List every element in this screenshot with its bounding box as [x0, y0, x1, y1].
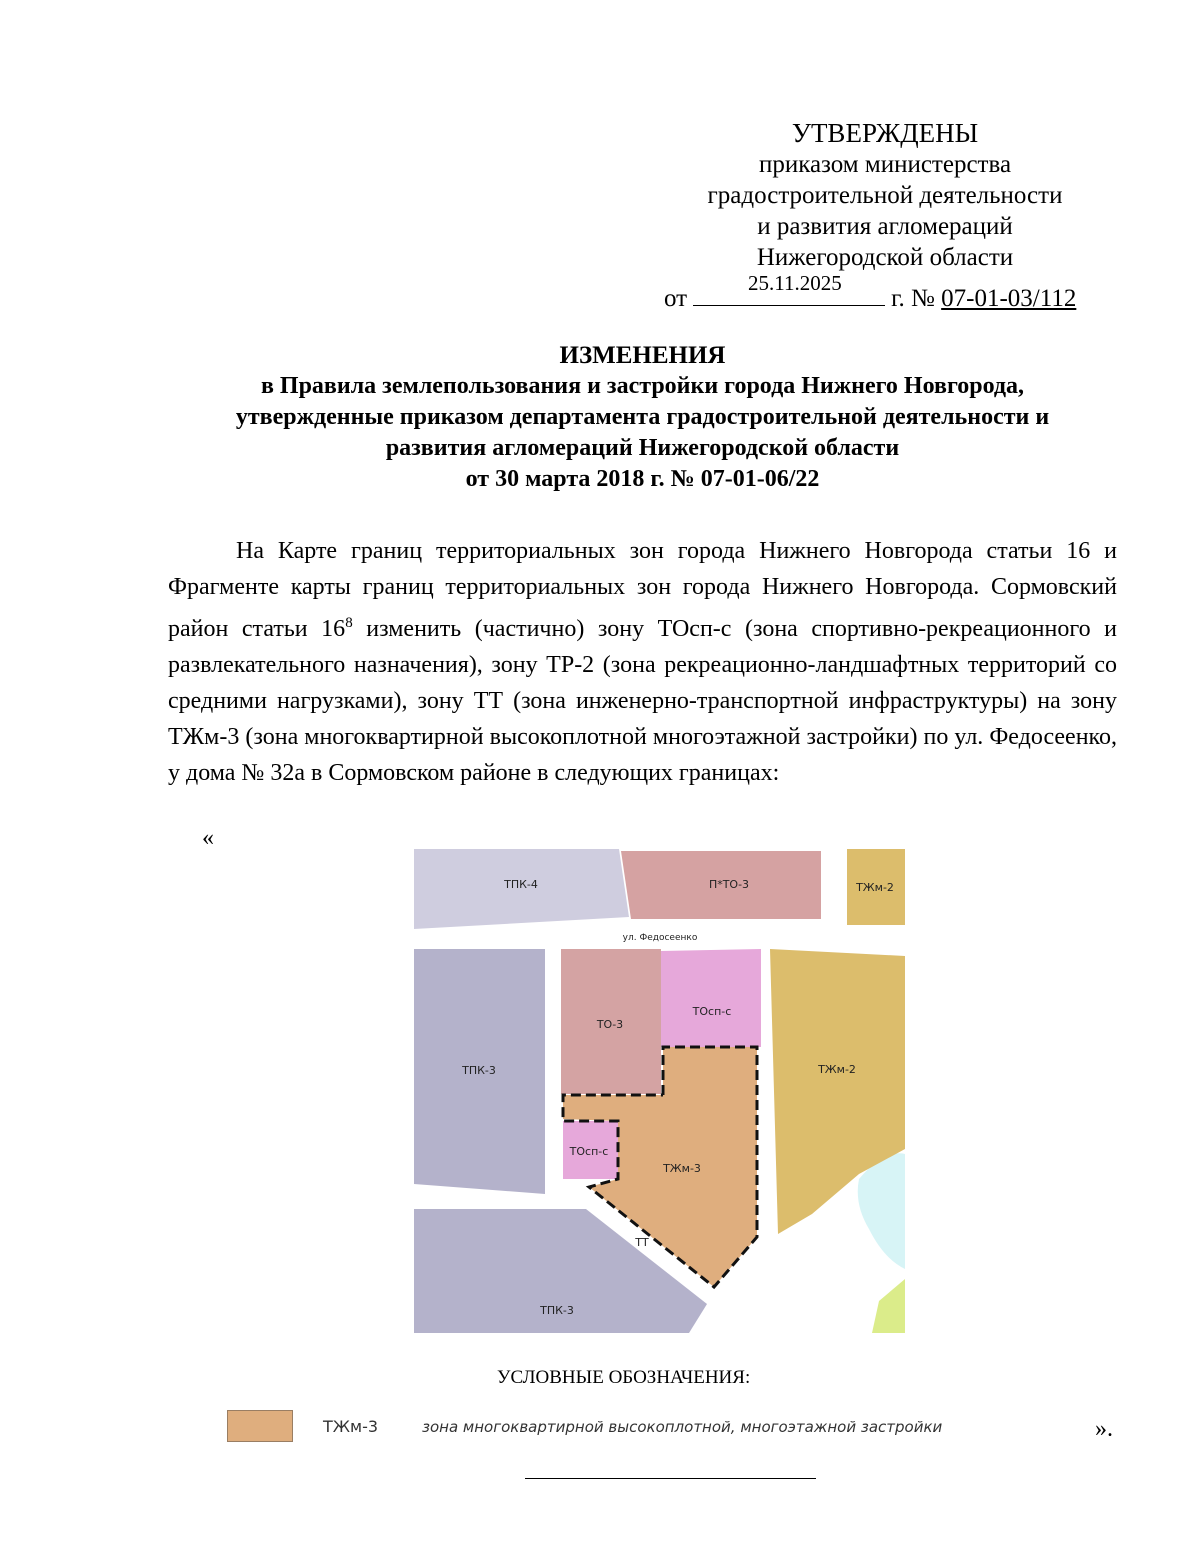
footer-line [525, 1478, 816, 1479]
street-label: ул. Федосеенко [622, 933, 698, 943]
label-tpk3-bottom: ТПК-3 [540, 1304, 574, 1317]
label-tzhm2-top: ТЖм-2 [856, 881, 894, 894]
approval-line: приказом министерства [758, 151, 1012, 178]
approval-title: УТВЕРЖДЕНЫ [791, 118, 979, 148]
heading-line: в Правила землепользования и застройки города Нижнего Новгорода, [260, 373, 1025, 399]
legend-code: ТЖм-3 [323, 1417, 379, 1436]
number-prefix: г. № [891, 285, 935, 312]
approval-date-line [664, 271, 1077, 313]
quote-close: ». [1095, 1416, 1113, 1442]
approval-line: и развития агломераций [757, 213, 1013, 240]
approval-block [640, 118, 1130, 273]
body-paragraph [168, 533, 1117, 791]
label-tpk3-left: ТПК-3 [462, 1064, 496, 1077]
label-pto3: П*ТО-3 [708, 878, 750, 891]
label-tt: ТТ [635, 1236, 649, 1249]
approval-line: градостроительной деятельности [707, 182, 1063, 209]
label-tpk4: ТПК-4 [504, 878, 538, 891]
date-prefix: от [664, 285, 688, 312]
heading-line: развития агломераций Нижегородской области [385, 435, 900, 461]
date-value: 25.11.2025 [748, 271, 842, 295]
quote-open: « [202, 825, 214, 851]
body-text-part1: На Карте границ территориальных зон города Нижнего Новгорода статьи 16 и Фрагменте карты границ территориальных зон города Нижнего Новгорода. Сормовский район статьи 16 [168, 538, 1117, 642]
zone-tosp-top [661, 949, 761, 1047]
legend-description: зона многоквартирной высокоплотной, многоэтажной застройки [422, 1418, 943, 1436]
legend-swatch [227, 1410, 293, 1442]
approval-line: Нижегородской области [756, 244, 1014, 271]
label-tosp-small: ТОсп-с [569, 1145, 609, 1158]
zoning-map [414, 849, 905, 1333]
label-to3: ТО-3 [596, 1018, 624, 1031]
document-heading [140, 340, 1145, 495]
order-number: 07-01-03/112 [941, 285, 1077, 312]
heading-title: ИЗМЕНЕНИЯ [559, 342, 726, 369]
legend-title: УСЛОВНЫЕ ОБОЗНАЧЕНИЯ: [497, 1367, 751, 1388]
heading-line: от 30 марта 2018 г. № 07-01-06/22 [465, 466, 820, 492]
body-text-part2: изменить (частично) зону ТОсп-с (зона спортивно-рекреационного и развлекательного назначения), зону ТР-2 (зона рекреационно-ландшафтных территорий со средними нагрузками), зону ТТ (зона инженерно-транспортной инфраструктуры) на зону ТЖм-3 (зона многоквартирной высокоплотной многоэтажной застройки) по ул. Федосеенко, у дома № 32а в Сормовском районе в следующих границах: [168, 616, 1117, 786]
label-tzhm2-right: ТЖм-2 [818, 1063, 856, 1076]
heading-line: утвержденные приказом департамента градостроительной деятельности и [235, 404, 1050, 430]
body-superscript: 8 [345, 615, 353, 631]
label-tzhm3: ТЖм-3 [663, 1162, 701, 1175]
label-tosp-top: ТОсп-с [692, 1005, 732, 1018]
